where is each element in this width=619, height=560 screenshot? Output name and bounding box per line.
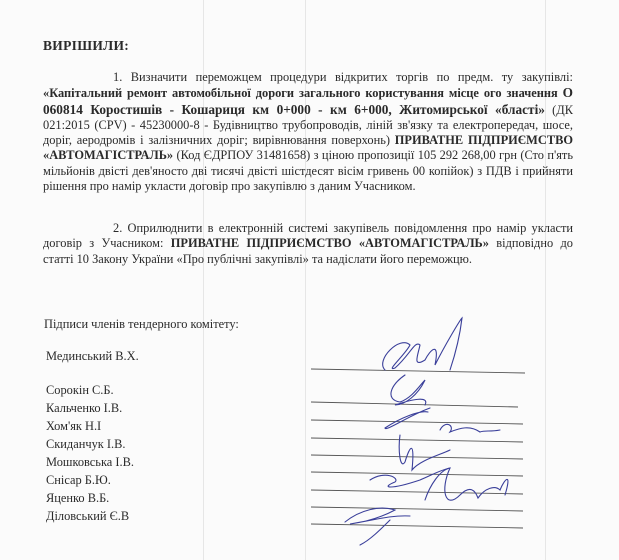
member-name: Сорокін С.Б. xyxy=(46,383,114,397)
item2-lead: 2. Оприлюднити в електронній системі закупівель повідомлення про намір укласти договір з Учасником: xyxy=(43,221,573,251)
signature xyxy=(399,435,450,470)
member-name: Яценко В.Б. xyxy=(46,491,110,505)
member-name: Хом'як Н.І xyxy=(46,419,102,433)
member-name: Скиданчук І.В. xyxy=(46,437,126,451)
member-name: Діловський Є.В xyxy=(46,509,130,523)
item1-lead: 1. Визначити переможцем процедури відкритих торгів по предм. ту закупівлі: xyxy=(113,70,573,84)
signature xyxy=(345,508,410,524)
signature xyxy=(440,424,500,432)
signatures-title: Підписи членів тендерного комітету: xyxy=(44,317,239,331)
member-name: Мошковська І.В. xyxy=(46,455,134,469)
member-name: Мединський В.Х. xyxy=(46,349,139,363)
signature xyxy=(360,520,390,545)
item1-subject-line1: «Капітальний ремонт автомобільної дороги загального користування місце ого значення xyxy=(43,86,558,101)
signature xyxy=(385,408,430,429)
item1-winner: ПРИВАТНЕ ПІДПРИЄМСТВО «АВТОМАГІСТРАЛЬ» xyxy=(43,133,573,163)
item2-rest: відповідно до статті 10 Закону України «Про публічні закупівлі» та надіслати його переможцю. xyxy=(43,236,573,266)
item1-subject-line2: О 060814 Коростишів - Кошариця км 0+000 - км 6+000, Житомирської «бласті» xyxy=(43,85,573,117)
item1-winner-rest: (Код ЄДРПОУ 31481658) з ціною пропозиції 105 292 268,00 грн (Сто п'ять мільйонів двісті дев'яносто дві тисячі двісті шістдесят вісім гривень 00 копійок) з ПДВ і прийняти рішення про намір укласти договір про закупівлю з даним Учасником. xyxy=(43,148,573,194)
decision-heading: ВИРІШИЛИ: xyxy=(43,38,130,53)
signature xyxy=(370,468,450,487)
signature xyxy=(383,318,462,370)
member-name: Кальченко І.В. xyxy=(46,401,123,415)
item2-winner: ПРИВАТНЕ ПІДПРИЄМСТВО «АВТОМАГІСТРАЛЬ» xyxy=(170,236,489,251)
item1-subject-rest: (ДК 021:2015 (CPV) - 45230000-8 - Будівництво трубопроводів, ліній зв'язку та електропередач, шосе, доріг, аеродромів і залізничних доріг; вирівнювання поверхонь) xyxy=(43,102,573,148)
signature xyxy=(391,375,426,405)
member-name: Снісар Б.Ю. xyxy=(46,473,111,487)
